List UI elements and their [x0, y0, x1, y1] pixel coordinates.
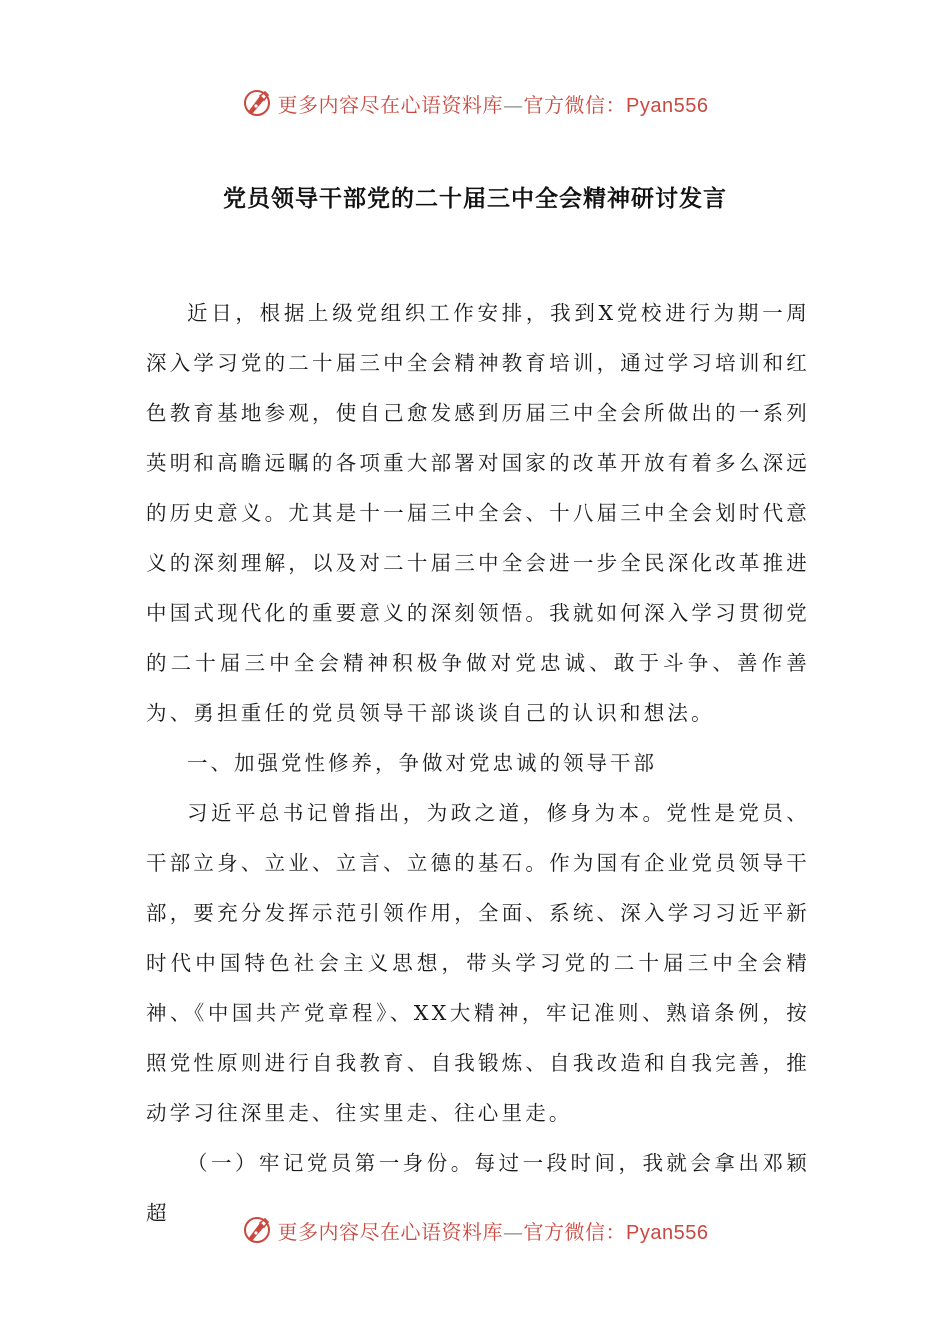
section-heading: 一、加强党性修养，争做对党忠诚的领导干部 [187, 751, 657, 775]
watermark-text [278, 1216, 709, 1245]
watermark-label: 官方微信： [523, 92, 627, 117]
pen-nib-logo-icon [242, 1215, 272, 1245]
paragraph: 习近平总书记曾指出，为政之道，修身为本。党性是党员、干部立身、立业、立言、立德的基石。作为国有企业党员领导干部，要充分发挥示范引领作用，全面、系统、深入学习习近平新时代中国特色社会主义思想，带头学习党的二十届三中全会精神、《中国共产党章程》、XX大精神，牢记准则、熟谙条例，按照党性原则进行自我教育、自我锻炼、自我改造和自我完善，推动学习往深里走、往实里走、往心里走。 [146, 801, 810, 1125]
document-body [146, 288, 810, 1238]
watermark-label: 官方微信： [523, 1219, 627, 1244]
paragraph: 近日，根据上级党组织工作安排，我到X党校进行为期一周深入学习党的二十届三中全会精神教育培训，通过学习培训和红色教育基地参观，使自己愈发感到历届三中全会所做出的一系列英明和高瞻远瞩的各项重大部署对国家的改革开放有着多么深远的历史意义。尤其是十一届三中全会、十八届三中全会划时代意义的深刻理解，以及对二十届三中全会进一步全民深化改革推进中国式现代化的重要意义的深刻领悟。我就如何深入学习贯彻党的二十届三中全会精神积极争做对党忠诚、敢于斗争、善作善为、勇担重任的党员领导干部谈谈自己的认识和想法。 [146, 301, 810, 725]
watermark-account: Pyan556 [626, 1221, 709, 1244]
paragraph: （一）牢记党员第一身份。每过一段时间，我就会拿出邓颖超 [146, 1151, 810, 1225]
watermark-separator: — [503, 92, 524, 117]
watermark-main-text: 更多内容尽在心语资料库 [277, 92, 504, 117]
watermark-main-text: 更多内容尽在心语资料库 [277, 1219, 504, 1244]
watermark-account: Pyan556 [626, 94, 709, 117]
document-title: 党员领导干部党的二十届三中全会精神研讨发言 [223, 186, 727, 212]
watermark-text [278, 89, 709, 118]
header-watermark [0, 86, 950, 120]
watermark-separator: — [503, 1219, 524, 1244]
pen-nib-logo-icon [242, 88, 272, 118]
footer-watermark [0, 1213, 950, 1247]
